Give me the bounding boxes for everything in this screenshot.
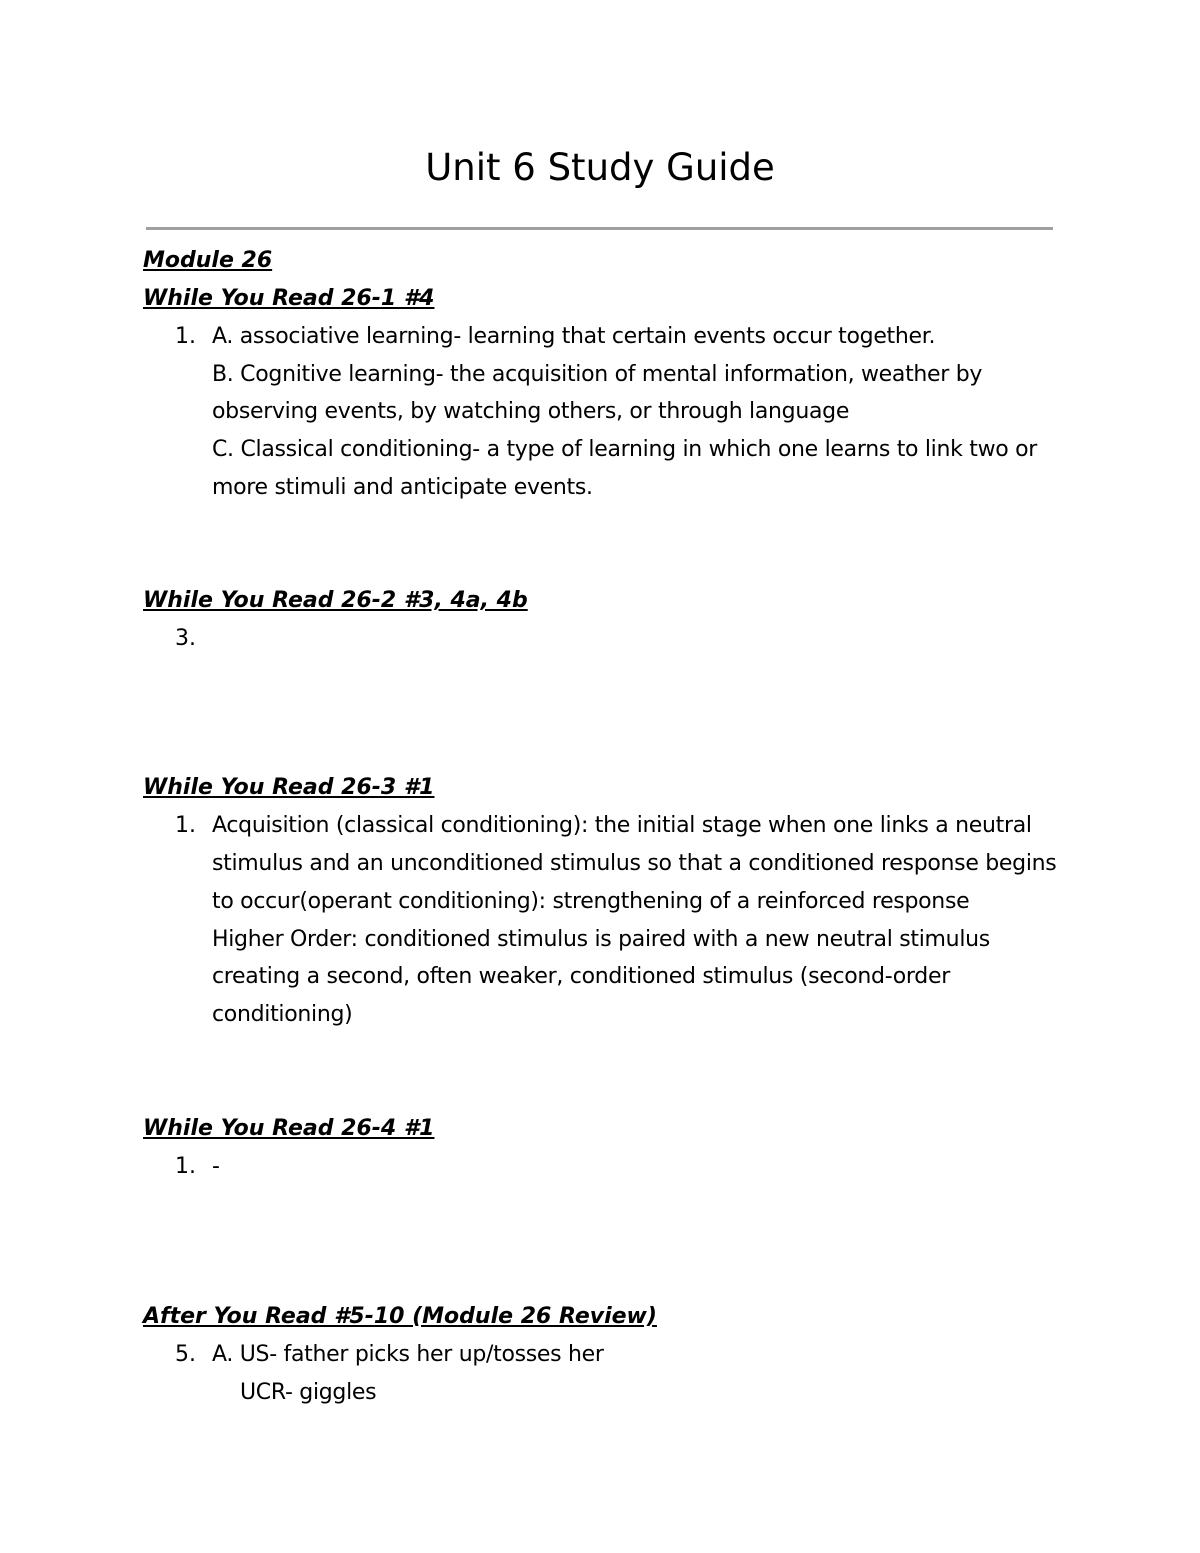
list-item-line: creating a second, often weaker, conditioned stimulus (second-order [212,964,950,989]
list-item-line: more stimuli and anticipate events. [212,475,593,500]
list-item-line: observing events, by watching others, or through language [212,399,850,424]
list-item-line: to occur(operant conditioning): strengthening of a reinforced response [212,889,970,914]
section-heading: While You Read 26-2 #3, 4a, 4b [143,588,528,613]
list-item-line: A. US- father picks her up/tosses her [212,1342,604,1367]
list-item-line: Acquisition (classical conditioning): the initial stage when one links a neutral [212,813,1032,838]
module-heading: Module 26 [143,248,273,273]
list-item-line: stimulus and an unconditioned stimulus so that a conditioned response begins [212,851,1057,876]
list-item-line: C. Classical conditioning- a type of learning in which one learns to link two or [212,437,1038,462]
section-heading: While You Read 26-1 #4 [143,286,435,311]
list-item-line: - [212,1154,220,1179]
list-number: 3. [175,626,196,651]
document-title: Unit 6 Study Guide [425,146,775,189]
section-heading: While You Read 26-4 #1 [143,1116,435,1141]
list-item-line: A. associative learning- learning that certain events occur together. [212,324,936,349]
list-item-line: UCR- giggles [240,1380,377,1405]
list-item-line: B. Cognitive learning- the acquisition of mental information, weather by [212,362,983,387]
list-number: 1. [175,1154,196,1179]
section-heading: While You Read 26-3 #1 [143,775,435,800]
list-number: 1. [175,324,196,349]
list-item-line: conditioning) [212,1002,353,1027]
section-heading: After You Read #5-10 (Module 26 Review) [143,1304,657,1329]
list-item-line: Higher Order: conditioned stimulus is paired with a new neutral stimulus [212,927,990,952]
list-number: 1. [175,813,196,838]
list-number: 5. [175,1342,196,1367]
horizontal-rule [146,227,1053,230]
